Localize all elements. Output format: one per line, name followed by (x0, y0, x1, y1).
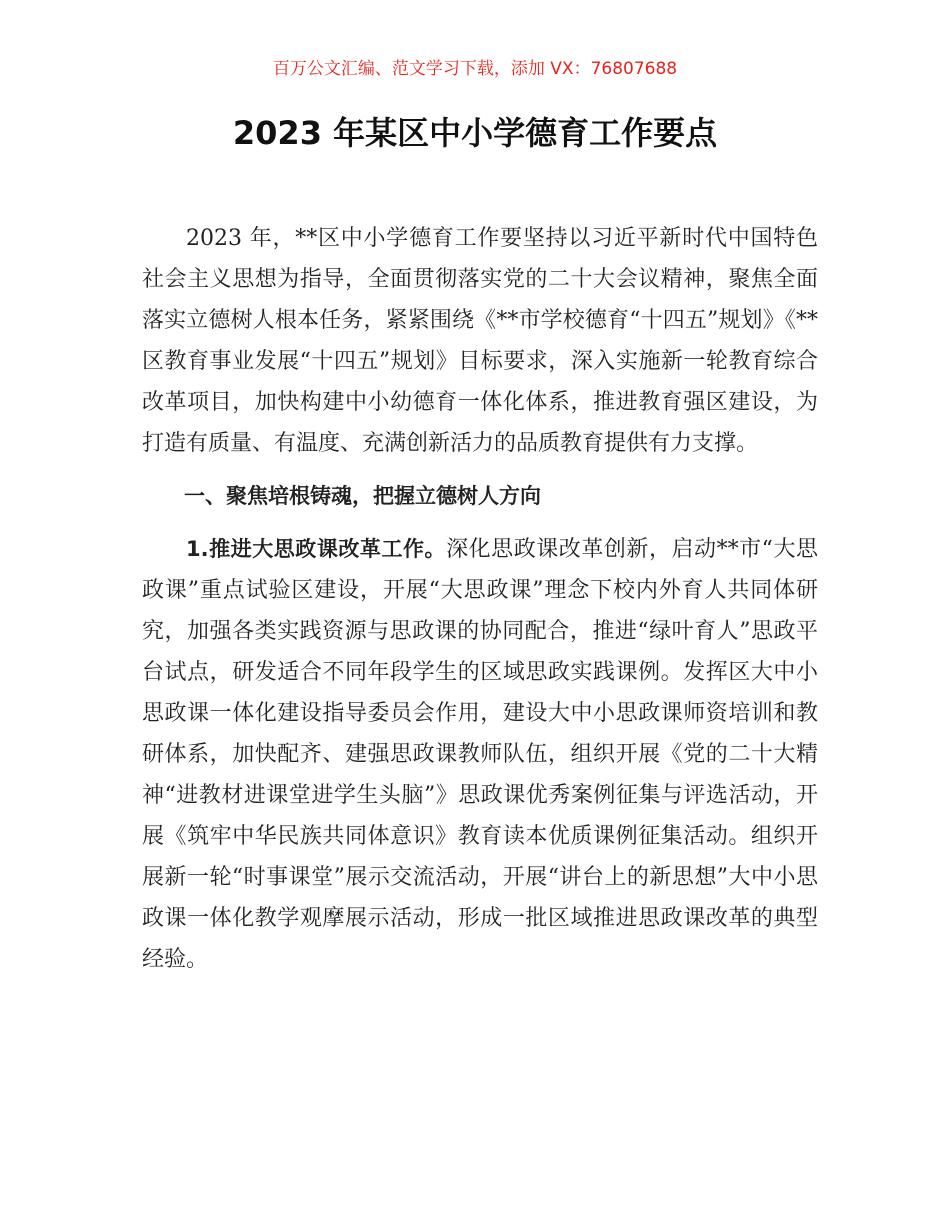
document-body (142, 218, 818, 992)
section-heading: 一、聚焦培根铸魂，把握立德树人方向 (184, 484, 541, 508)
intro-paragraph: 2023 年，**区中小学德育工作要坚持以习近平新时代中国特色社会主义思想为指导，全面贯彻落实党的二十大会议精神，聚焦全面落实立德树人根本任务，紧紧围绕《**市学校德育“十四五”规划》《**区教育事业发展“十四五”规划》目标要求，深入实施新一轮教育综合改革项目，加快构建中小幼德育一体化体系，推进教育强区建设，为打造有质量、有温度、充满创新活力的品质教育提供有力支撑。 (142, 226, 818, 456)
item-text: 深化思政课改革创新，启动**市“大思政课”重点试验区建设，开展“大思政课”理念下校内外育人共同体研究，加强各类实践资源与思政课的协同配合，推进“绿叶育人”思政平台试点，研发适合不同年段学生的区域思政实践课例。发挥区大中小思政课一体化建设指导委员会作用，建设大中小思政课师资培训和教研体系，加快配齐、建强思政课教师队伍，组织开展《党的二十大精神“进教材进课堂进学生头脑”》思政课优秀案例征集与评选活动，开展《筑牢中华民族共同体意识》教育读本优质课例征集活动。组织开展新一轮“时事课堂”展示交流活动，开展“讲台上的新思想”大中小思政课一体化教学观摩展示活动，形成一批区域推进思政课改革的典型经验。 (142, 537, 819, 972)
item-paragraph (142, 529, 818, 980)
header-banner: 百万公文汇编、范文学习下载，添加 VX：76807688 (272, 59, 678, 79)
document-title: 2023 年某区中小学德育工作要点 (232, 114, 718, 152)
item-lead: 1.推进大思政课改革工作。 (186, 537, 447, 561)
